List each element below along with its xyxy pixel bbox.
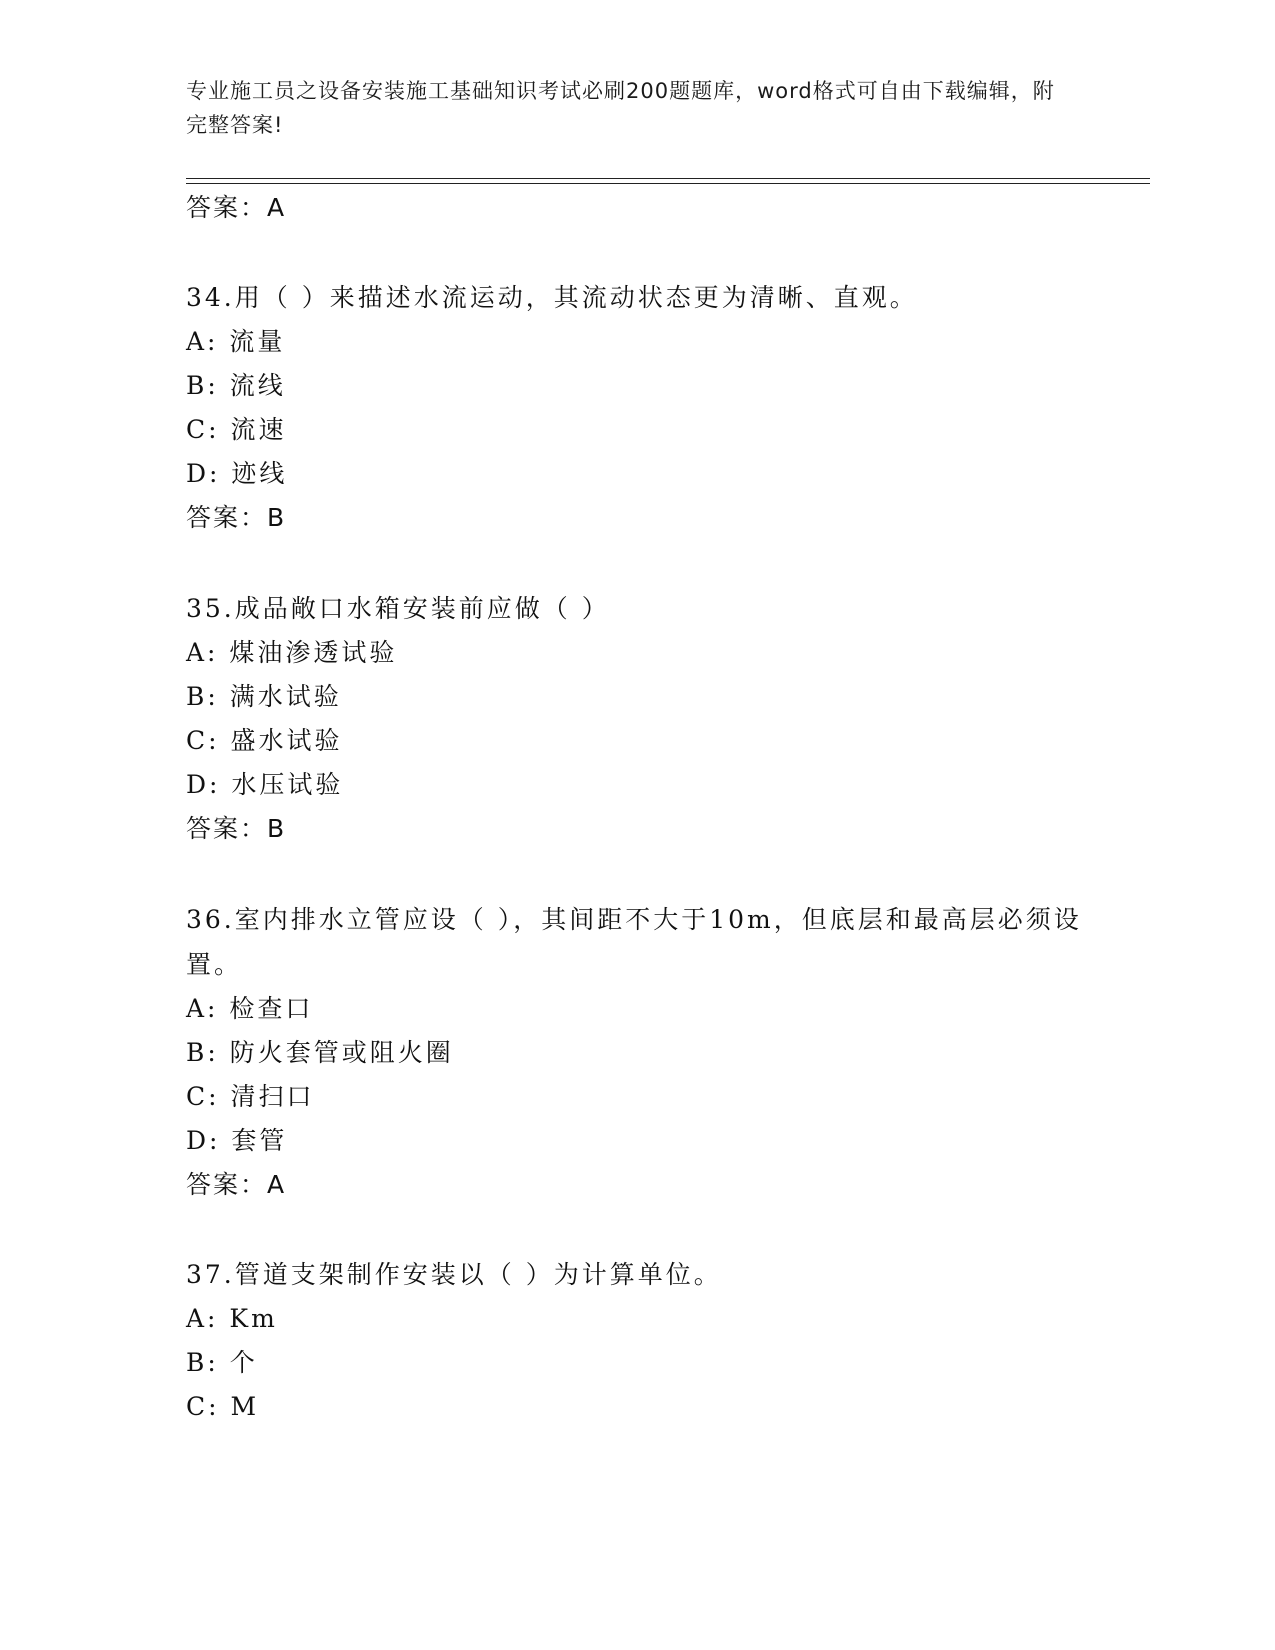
question-36-answer: 答案：A: [186, 1170, 287, 1199]
question-34-option-c: C: 流速: [186, 415, 287, 444]
question-35-option-b: B: 满水试验: [186, 682, 342, 711]
question-35-option-a: A: 煤油渗透试验: [186, 638, 398, 667]
question-37-stem: 37.管道支架制作安装以（ ）为计算单位。: [186, 1260, 722, 1289]
question-34-stem: 34.用（ ）来描述水流运动，其流动状态更为清晰、直观。: [186, 283, 918, 312]
question-35-option-c: C: 盛水试验: [186, 726, 343, 755]
question-37-option-c: C: M: [186, 1392, 260, 1421]
question-34-option-d: D: 迹线: [186, 459, 288, 488]
question-36-option-a: A: 检查口: [186, 994, 314, 1023]
header-divider-top: [186, 178, 1150, 179]
question-35-answer: 答案：B: [186, 814, 287, 843]
question-36-option-c: C: 清扫口: [186, 1082, 315, 1111]
question-34-answer: 答案：B: [186, 503, 287, 532]
header-divider-bottom: [186, 183, 1150, 184]
question-36-option-d: D: 套管: [186, 1126, 288, 1155]
question-34-option-a: A: 流量: [186, 327, 286, 356]
question-34-option-b: B: 流线: [186, 371, 286, 400]
question-35-option-d: D: 水压试验: [186, 770, 344, 799]
question-36-option-b: B: 防火套管或阻火圈: [186, 1038, 454, 1067]
question-35-stem: 35.成品敞口水箱安装前应做（ ）: [186, 594, 610, 623]
question-37-option-b: B: 个: [186, 1348, 258, 1377]
document-header: 专业施工员之设备安装施工基础知识考试必刷200题题库，word格式可自由下载编辑，附完整答案!: [186, 79, 1055, 137]
question-36-stem: 36.室内排水立管应设（ ），其间距不大于10m，但底层和最高层必须设置。: [186, 905, 1082, 979]
previous-question-answer: 答案：A: [186, 193, 287, 222]
question-37-option-a: A: Km: [186, 1304, 278, 1333]
